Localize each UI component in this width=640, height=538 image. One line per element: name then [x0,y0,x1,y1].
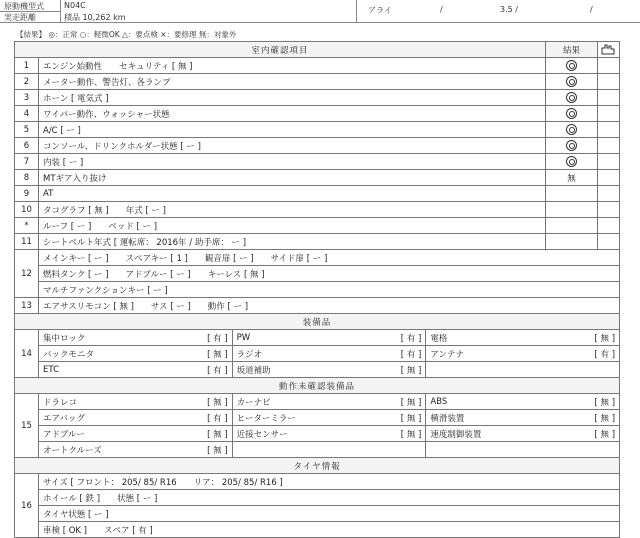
equip-grid [39,362,619,377]
equip-item [426,362,619,377]
inspection-sheet [14,41,620,538]
inspection-row [15,170,620,186]
unconf-item [233,410,427,425]
equip-item-label: アンテナ [430,349,465,360]
equip-item [233,362,427,377]
row-number: * [15,218,39,234]
equip-item-label: ETC [43,364,59,375]
unconf-item-value: [ 無 ] [207,445,228,456]
row-result [546,186,598,202]
unconf-cells [39,410,620,426]
unconf-item [233,426,427,441]
unconf-cells [39,442,620,458]
row-text: メーター動作、警告灯、各ランプ [39,74,546,90]
equip-item [426,346,619,361]
unconf-item [39,394,233,409]
unconf-item-value: [ 無 ] [594,397,616,408]
inspection-row [15,122,620,138]
equip-row [15,330,620,346]
unconf-grid [39,410,619,425]
equip-grid [39,346,619,361]
inspection-row [15,186,620,202]
unconf-item [426,394,619,409]
section-interior-title: 室内確認項目 [15,42,546,58]
equip-item-value: [ 有 ] [207,333,228,344]
row-number: 11 [15,234,39,250]
row-text: A/C [ ー ] [39,122,546,138]
hand-icon [600,43,616,55]
double-circle-icon [566,124,577,135]
row-number: 12 [15,250,39,298]
equipment-rows [15,330,620,378]
unconf-item [39,426,233,441]
equip-item-label: ラジオ [236,349,263,360]
row-result [546,106,598,122]
row-result [546,122,598,138]
row-text: ワイパー動作、ウォッシャー状態 [39,106,546,122]
top-info-table [0,0,640,23]
unconf-row [15,442,620,458]
align-slash: / [590,5,593,14]
row-text: 内装 [ ー ] [39,154,546,170]
row-extra [598,218,620,234]
unconf-item-label: 横滑装置 [430,413,465,424]
equip-item-value: [ 有 ] [594,349,616,360]
tire-text: サイズ [ フロント： 205/ 85/ R16 リア： 205/ 85/ R16 ] [39,474,620,490]
equip-item-value: [ 有 ] [400,349,422,360]
unconf-item-label: ドラレコ [43,397,78,408]
equip-item-label: PW [236,332,251,343]
unconf-item-label: オートクルーズ [43,445,102,456]
row-extra [598,170,620,186]
row-extra [598,186,620,202]
unconf-cells [39,394,620,410]
tire-rows [15,474,620,538]
row-text: ホーン [ 電気式 ] [39,90,546,106]
unconf-item-value: [ 無 ] [207,397,228,408]
row-number: 2 [15,74,39,90]
equip-item [39,346,233,361]
tire-row [15,490,620,506]
equip-cells [39,362,620,378]
row-12 [15,250,620,266]
row-text: MTギア入り抜け [39,170,546,186]
row-number: 16 [15,474,39,538]
row-extra [598,122,620,138]
align-slash: / [440,5,443,14]
double-circle-icon [566,156,577,167]
unconf-item-value: [ 無 ] [207,429,228,440]
equip-item [39,330,233,345]
inspection-row [15,234,620,250]
row-12-line3: マルチファンクションキー [ ー ] [39,282,620,298]
row-number: 3 [15,90,39,106]
tire-text: タイヤ状態 [ ー ] [39,506,620,522]
row-number: 5 [15,122,39,138]
inspection-row [15,218,620,234]
inspection-row [15,106,620,122]
equip-item-label: 集中ロック [43,333,86,344]
unconf-item-value: [ 無 ] [594,413,616,424]
unconf-item-label: ヒーターミラー [236,413,296,424]
equip-item-label: 坂道補助 [236,365,271,376]
unconf-row [15,394,620,410]
row-result [546,218,598,234]
tire-row [15,506,620,522]
model-value: N04C [64,1,86,10]
equip-item-value: [ 無 ] [207,349,228,360]
unconf-item-label: 速度制御装置 [430,429,482,440]
double-circle-icon [566,140,577,151]
row-number: 9 [15,186,39,202]
row-result [546,138,598,154]
inspection-row [15,74,620,90]
row-number: 7 [15,154,39,170]
equip-grid [39,330,619,345]
equip-item [233,346,427,361]
tire-row [15,522,620,538]
align-value: 3.5 / [500,5,518,14]
row-number: 13 [15,298,39,314]
row-text: ルーフ [ ー ] ベッド [ ー ] [39,218,546,234]
row-number: 14 [15,330,39,378]
row-result [546,74,598,90]
unconf-item-value: [ 無 ] [400,429,422,440]
row-extra [598,138,620,154]
unconf-item-label: カーナビ [236,397,271,408]
row-number: 15 [15,394,39,458]
model-label: 原動機型式 [4,2,44,11]
equip-cells [39,330,620,346]
equip-row [15,362,620,378]
inspection-row [15,154,620,170]
equip-item-label: 電格 [430,333,448,344]
section-equipment-title: 装備品 [15,314,620,330]
row-text: シートベルト年式 [ 運転席： 2016年 / 助手席： ー ] [39,234,546,250]
inspection-row [15,138,620,154]
unconf-item-value: [ 有 ] [207,413,228,424]
equip-item [426,330,619,345]
unconf-item-label: 近接センサー [236,429,288,440]
row-number: 1 [15,58,39,74]
row-extra [598,90,620,106]
equip-item-value: [ 無 ] [400,365,422,376]
row-result: 無 [546,170,598,186]
hand-icon-cell [598,42,620,58]
unconf-item [233,394,427,409]
equip-item-value: [ 有 ] [400,333,422,344]
tire-text: 車検 [ OK ] スペア [ 有 ] [39,522,620,538]
row-text: コンソール、ドリンクホルダー状態 [ ー ] [39,138,546,154]
unconf-row [15,410,620,426]
result-header: 結果 [546,42,598,58]
section-tire-title: タイヤ情報 [15,458,620,474]
unconf-grid [39,426,619,441]
unconf-row [15,426,620,442]
row-13 [15,298,620,314]
inspection-row [15,202,620,218]
unconf-item [233,442,427,457]
top-divider [356,0,357,22]
row-result [546,234,598,250]
tire-text: ホイール [ 鉄 ] 状態 [ ー ] [39,490,620,506]
inspection-row [15,90,620,106]
unconf-item-value: [ 無 ] [594,429,616,440]
row-number: 6 [15,138,39,154]
equip-row [15,346,620,362]
unconf-item [39,442,233,457]
result-legend: 【結果】 ◎：正常 ○：軽微OK △：要点検 ×：要修理 無：対象外 [16,30,237,39]
section-unconfirmed-title: 動作未確認装備品 [15,378,620,394]
inspection-row [15,58,620,74]
row-text: AT [39,186,546,202]
unconf-grid [39,442,619,457]
row-text: エンジン始動性 セキュリティ [ 無 ] [39,58,546,74]
row-extra [598,74,620,90]
row-extra [598,202,620,218]
row-text: タコグラフ [ 無 ] 年式 [ ー ] [39,202,546,218]
unconf-item-value: [ 無 ] [400,413,422,424]
unconf-item [426,426,619,441]
unconf-item-value: [ 無 ] [400,397,422,408]
row-result [546,202,598,218]
row-number: 8 [15,170,39,186]
unconf-item-label: アドブルー [43,429,85,440]
equip-cells [39,346,620,362]
row-result [546,154,598,170]
row-extra [598,234,620,250]
row-12-line1: メインキー [ ー ] スペアキー [ 1 ] 観音扉 [ ー ] サイド扉 [ ー ] [39,250,620,266]
double-circle-icon [566,92,577,103]
equip-item-value: [ 有 ] [207,365,228,376]
unconf-item [426,442,619,457]
equip-item [39,362,233,377]
unconf-item [39,410,233,425]
tire-row [15,474,620,490]
unconf-item-label: ABS [430,396,448,407]
unconfirmed-rows [15,394,620,458]
row-number: 4 [15,106,39,122]
mileage-value: 積品 10,262 km [64,13,126,22]
mileage-label: 実走距離 [4,13,36,22]
row-13-text: エアサスリモコン [ 無 ] サス [ ー ] 動作 [ ー ] [39,298,620,314]
double-circle-icon [566,76,577,87]
equip-item-value: [ 無 ] [594,333,616,344]
unconf-item-label: エアバッグ [43,413,85,424]
equip-item-label: バックモニタ [43,349,95,360]
row-result [546,90,598,106]
double-circle-icon [566,108,577,119]
row-extra [598,106,620,122]
row-number: 10 [15,202,39,218]
align-label: アライ [368,6,392,15]
interior-rows [15,58,620,250]
unconf-cells [39,426,620,442]
double-circle-icon [566,60,577,71]
unconf-grid [39,394,619,409]
row-extra [598,154,620,170]
row-result [546,58,598,74]
unconf-item [426,410,619,425]
row-extra [598,58,620,74]
equip-item [233,330,427,345]
row-12-line2: 燃料タンク [ ー ] アドブルー [ ー ] キーレス [ 無 ] [39,266,620,282]
